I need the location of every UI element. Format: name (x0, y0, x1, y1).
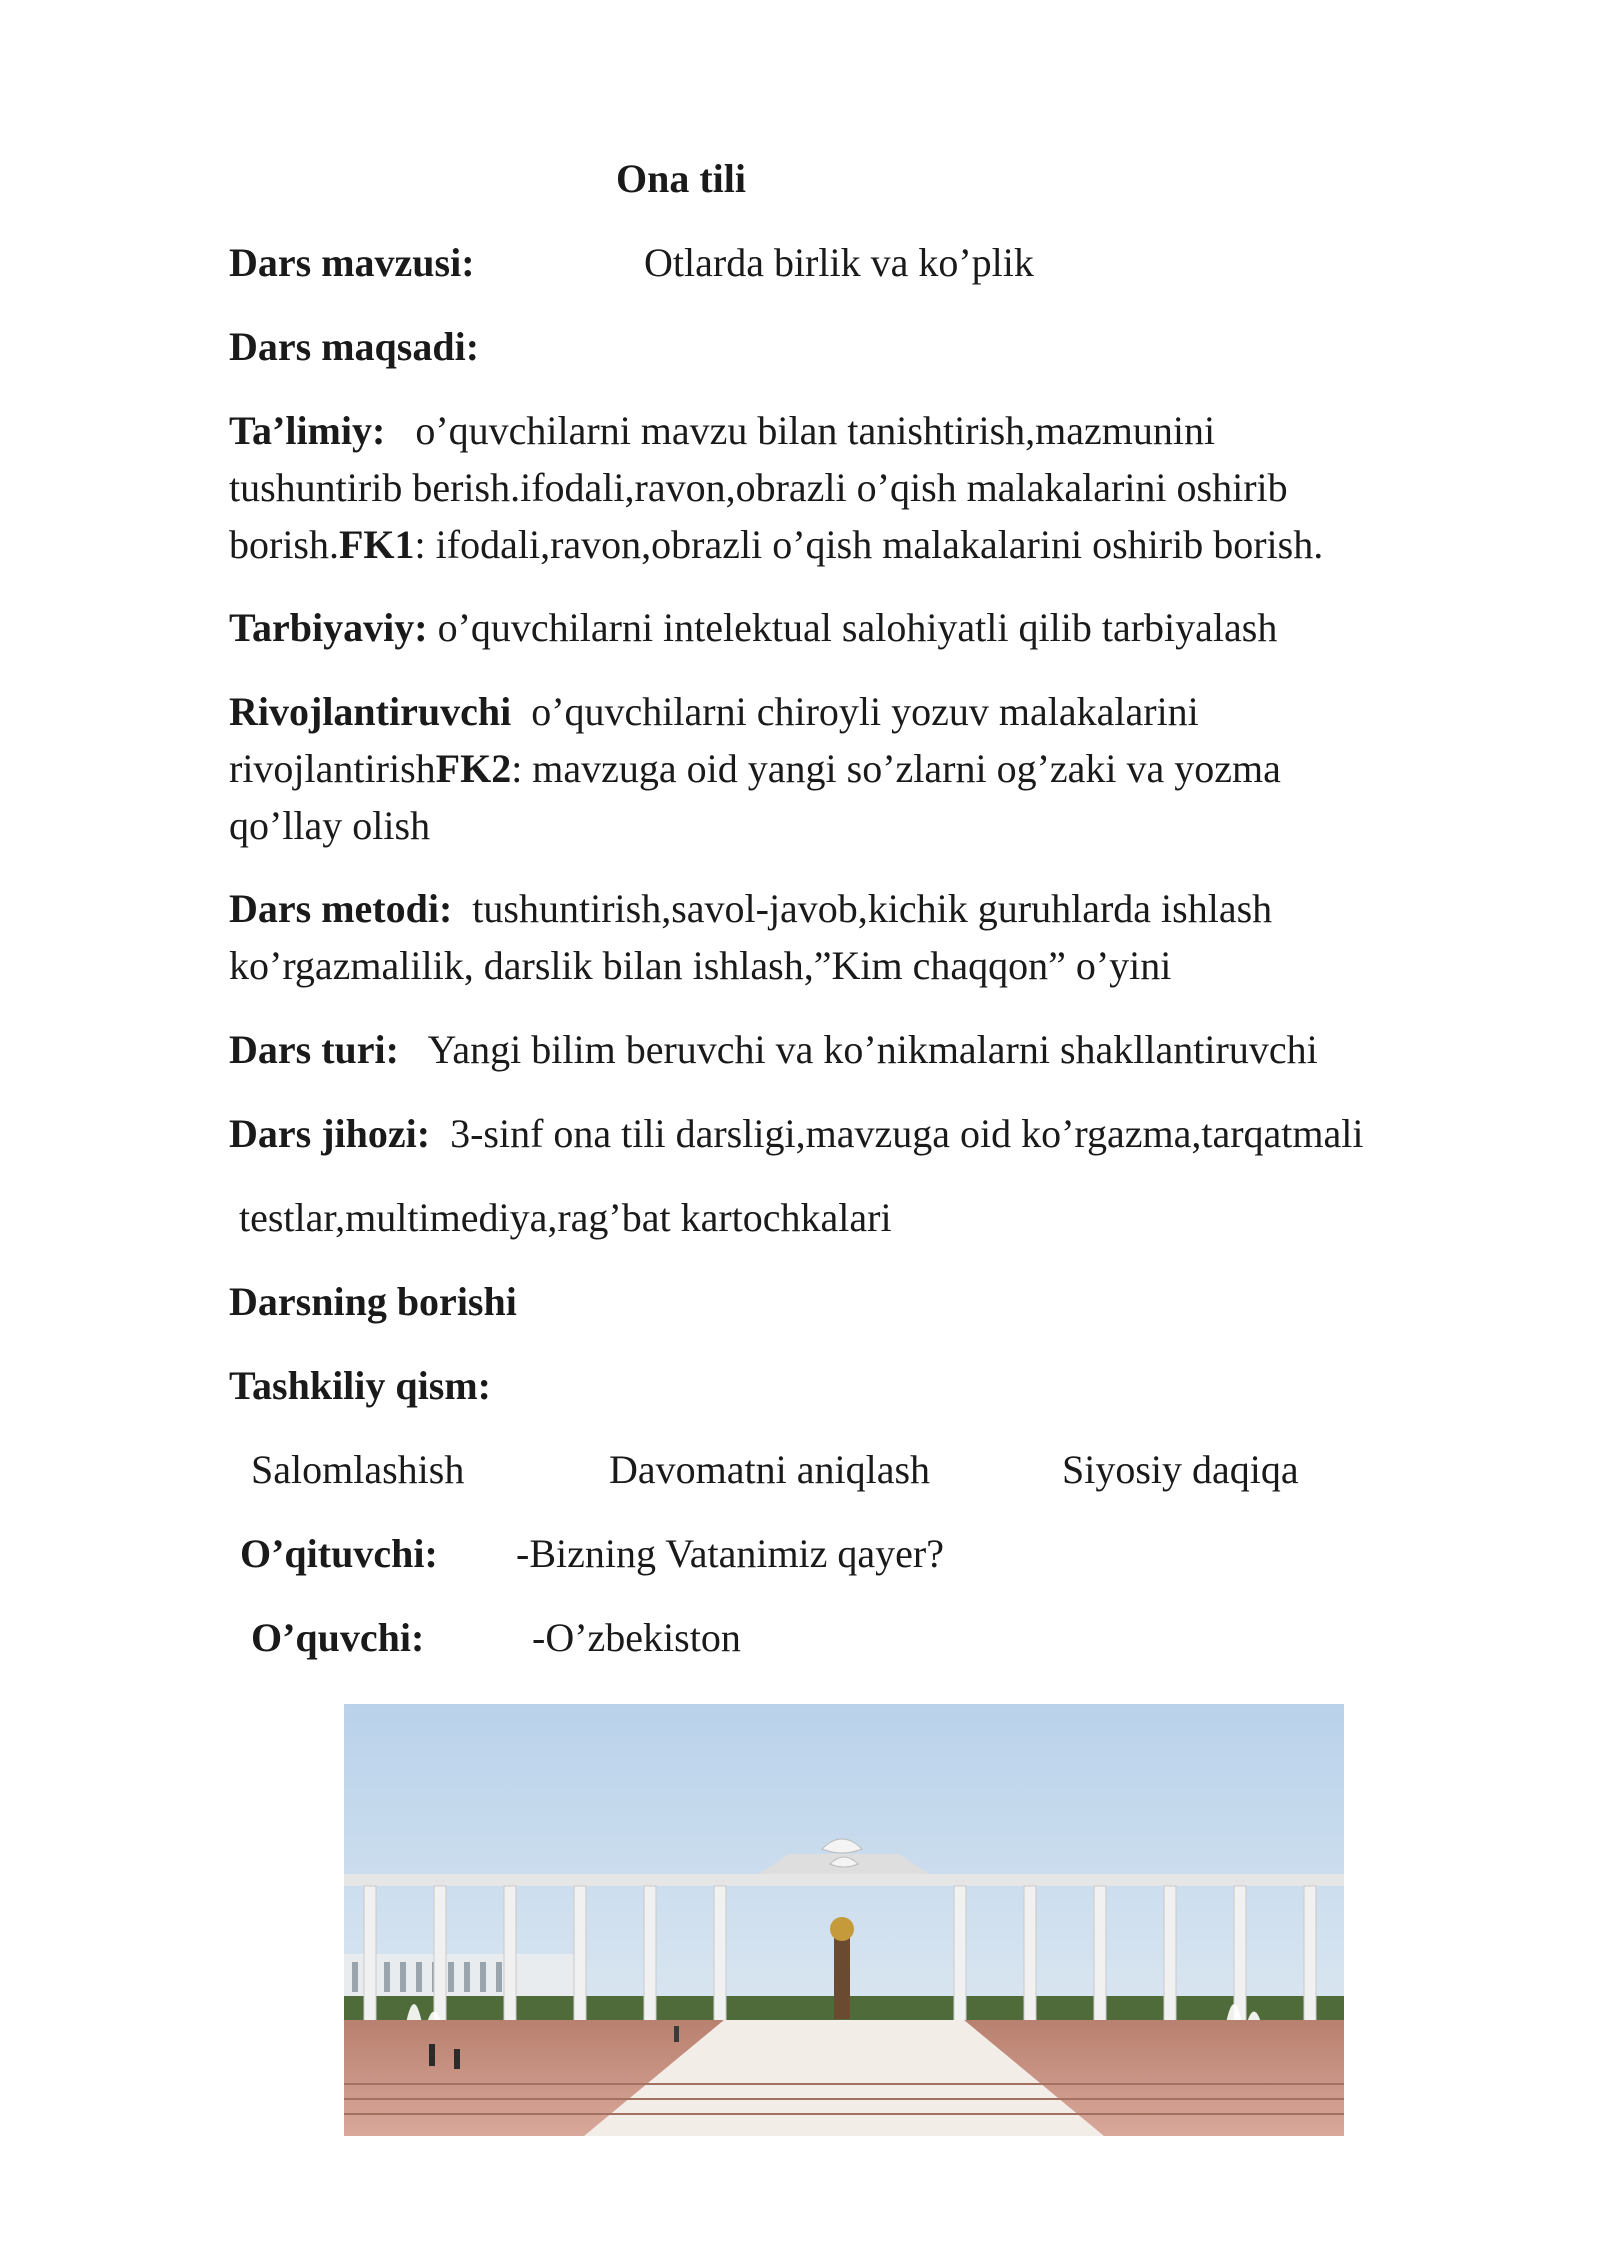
talimiy-text-3a: borish. (229, 522, 339, 567)
turi-label: Dars turi: (229, 1027, 399, 1072)
talimiy-text-1: o’quvchilarni mavzu bilan tanishtirish,mazmunini (415, 408, 1216, 453)
topic-row (229, 234, 475, 291)
talimiy-label: Ta’limiy: (229, 408, 386, 453)
turi-line (229, 1021, 1318, 1078)
rivojlantiruvchi-line-2 (229, 740, 1281, 797)
metodi-text-2: ko’rgazmalilik, darslik bilan ishlash,”Kim chaqqon” o’yini (229, 943, 1172, 988)
student-label: O’quvchi: (251, 1615, 425, 1660)
metodi-label: Dars metodi: (229, 886, 453, 931)
teacher-question: -Bizning Vatanimiz qayer? (516, 1531, 945, 1576)
rivojlantiruvchi-text-2a: rivojlantirish (229, 746, 436, 791)
tarbiyaviy-label: Tarbiyaviy: (229, 605, 428, 650)
jihozi-text-1: 3-sinf ona tili darsligi,mavzuga oid ko’rgazma,tarqatmali (450, 1111, 1364, 1156)
rivojlantiruvchi-text-3: qo’llay olish (229, 803, 431, 848)
rivojlantiruvchi-text-1: o’quvchilarni chiroyli yozuv malakalarini (531, 689, 1199, 734)
rivojlantiruvchi-label: Rivojlantiruvchi (229, 689, 512, 734)
tarbiyaviy-line (229, 599, 1277, 656)
talimiy-line-1 (229, 402, 1215, 459)
jihozi-label: Dars jihozi: (229, 1111, 431, 1156)
metodi-line-1 (229, 880, 1272, 937)
page-title: Ona tili (616, 156, 747, 201)
metodi-text-1: tushuntirish,savol-javob,kichik guruhlarda ishlash (472, 886, 1273, 931)
talimiy-text-2: tushuntirib berish.ifodali,ravon,obrazli o’qish malakalarini oshirib (229, 465, 1288, 510)
teacher-label: O’qituvchi: (240, 1531, 438, 1576)
talimiy-line-3 (229, 516, 1323, 573)
goal-label: Dars maqsadi: (229, 324, 480, 369)
rivojlantiruvchi-text-2b: : mavzuga oid yangi so’zlarni og’zaki va yozma (511, 746, 1281, 791)
step-political-minute: Siyosiy daqiqa (1062, 1447, 1299, 1492)
turi-text: Yangi bilim beruvchi va ko’nikmalarni shakllantiruvchi (427, 1027, 1318, 1072)
talimiy-text-3b: : ifodali,ravon,obrazli o’qish malakalarini oshirib borish. (414, 522, 1324, 567)
tashkiliy-heading: Tashkiliy qism: (229, 1363, 491, 1408)
fk1-label: FK1 (339, 522, 415, 567)
jihozi-text-2: testlar,multimediya,rag’bat kartochkalari (239, 1195, 892, 1240)
topic-label: Dars mavzusi: (229, 240, 475, 285)
step-attendance: Davomatni aniqlash (609, 1447, 931, 1492)
student-answer: -O’zbekiston (532, 1615, 741, 1660)
jihozi-line-1 (229, 1105, 1364, 1162)
step-greeting: Salomlashish (251, 1447, 465, 1492)
fk2-label: FK2 (435, 746, 512, 791)
independence-square-photo (344, 1704, 1344, 2136)
tarbiyaviy-text: o’quvchilarni intelektual salohiyatli qilib tarbiyalash (437, 605, 1278, 650)
rivojlantiruvchi-line-1 (229, 683, 1199, 740)
borishi-heading: Darsning borishi (229, 1279, 517, 1324)
topic-value: Otlarda birlik va ko’plik (644, 240, 1034, 285)
